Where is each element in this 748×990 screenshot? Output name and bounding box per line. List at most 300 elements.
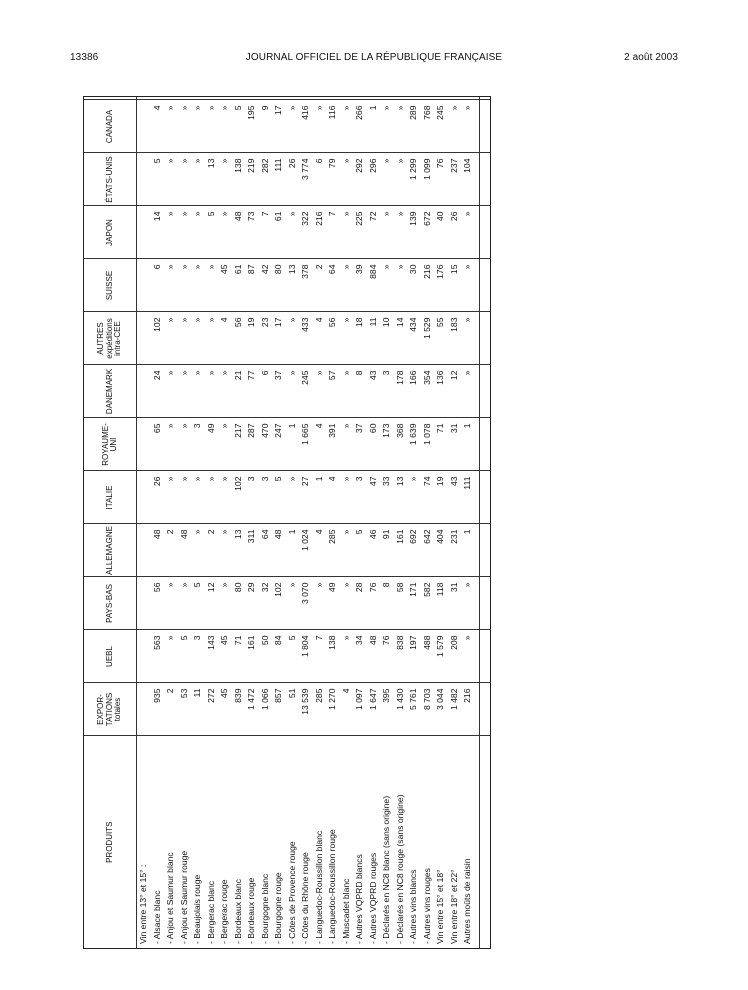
column-header: SUISSE bbox=[84, 259, 137, 312]
export-table-frame bbox=[83, 96, 491, 949]
value-cell: » bbox=[191, 206, 205, 259]
value-cell: » bbox=[340, 259, 354, 312]
value-cell: 72 bbox=[367, 206, 381, 259]
value-cell: 404 bbox=[434, 524, 448, 577]
product-cell: - Anjou et Saumur rouge bbox=[178, 850, 189, 944]
value-cell: 26 bbox=[448, 206, 462, 259]
value-cell: 171 bbox=[407, 577, 421, 630]
table-row bbox=[137, 96, 151, 948]
value-cell: 45 bbox=[218, 630, 232, 683]
value-cell: » bbox=[340, 471, 354, 524]
value-cell: 2 bbox=[164, 683, 178, 736]
value-cell: » bbox=[178, 471, 192, 524]
value-cell: 5 bbox=[286, 630, 300, 683]
value-cell: 4 bbox=[313, 524, 327, 577]
value-cell: 111 bbox=[461, 471, 475, 524]
value-cell: 15 bbox=[448, 259, 462, 312]
product-cell: - Bergerac blanc bbox=[205, 880, 216, 944]
value-cell: 17 bbox=[272, 100, 286, 153]
value-cell: 2 bbox=[164, 524, 178, 577]
value-cell bbox=[137, 630, 151, 683]
value-cell: 178 bbox=[394, 365, 408, 418]
value-cell: 102 bbox=[272, 577, 286, 630]
value-cell: » bbox=[205, 471, 219, 524]
column-header: DANEMARK bbox=[84, 365, 137, 418]
value-cell: 13 bbox=[232, 524, 246, 577]
value-cell: 6 bbox=[151, 259, 165, 312]
value-cell: 48 bbox=[151, 524, 165, 577]
value-cell bbox=[407, 96, 421, 100]
value-cell: 216 bbox=[461, 683, 475, 736]
value-cell: 884 bbox=[367, 259, 381, 312]
total-value bbox=[479, 206, 491, 259]
value-cell: 225 bbox=[353, 206, 367, 259]
value-cell: 296 bbox=[367, 153, 381, 206]
value-cell: » bbox=[178, 577, 192, 630]
value-cell: 2 bbox=[205, 524, 219, 577]
value-cell bbox=[191, 96, 205, 100]
value-cell: 143 bbox=[205, 630, 219, 683]
value-cell: » bbox=[340, 577, 354, 630]
value-cell: » bbox=[286, 100, 300, 153]
value-cell: 31 bbox=[448, 418, 462, 471]
value-cell: 55 bbox=[434, 312, 448, 365]
value-cell: » bbox=[205, 365, 219, 418]
value-cell: 208 bbox=[448, 630, 462, 683]
value-cell: 1 647 bbox=[367, 683, 381, 736]
product-cell: - Bordeaux blanc bbox=[232, 879, 243, 944]
column-header: CANADA bbox=[84, 100, 137, 153]
value-cell: » bbox=[340, 365, 354, 418]
value-cell: 11 bbox=[191, 683, 205, 736]
table-row bbox=[232, 96, 246, 948]
value-cell bbox=[137, 365, 151, 418]
value-cell: 563 bbox=[151, 630, 165, 683]
value-cell bbox=[259, 96, 273, 100]
value-cell: 65 bbox=[151, 418, 165, 471]
value-cell: 5 bbox=[151, 153, 165, 206]
value-cell: 40 bbox=[434, 206, 448, 259]
value-cell: 43 bbox=[367, 365, 381, 418]
value-cell: 19 bbox=[245, 312, 259, 365]
value-cell: 433 bbox=[299, 312, 313, 365]
value-cell: » bbox=[191, 100, 205, 153]
value-cell: 87 bbox=[245, 259, 259, 312]
product-cell: - Bordeaux rouge bbox=[246, 877, 257, 944]
value-cell: 51 bbox=[286, 683, 300, 736]
value-cell: 42 bbox=[259, 259, 273, 312]
value-cell bbox=[137, 206, 151, 259]
column-header: AUTRES expéditions intra-CEE bbox=[84, 312, 137, 365]
value-cell: 4 bbox=[326, 471, 340, 524]
value-cell: 56 bbox=[232, 312, 246, 365]
value-cell: 56 bbox=[326, 312, 340, 365]
value-cell: 11 bbox=[367, 312, 381, 365]
value-cell bbox=[286, 96, 300, 100]
value-cell: 1 bbox=[461, 418, 475, 471]
table-row bbox=[326, 96, 340, 948]
value-cell: 64 bbox=[259, 524, 273, 577]
value-cell bbox=[394, 96, 408, 100]
value-cell: » bbox=[380, 153, 394, 206]
value-cell: 13 bbox=[286, 259, 300, 312]
value-cell: 4 bbox=[151, 100, 165, 153]
value-cell: 34 bbox=[353, 630, 367, 683]
value-cell: 692 bbox=[407, 524, 421, 577]
value-cell bbox=[232, 96, 246, 100]
value-cell: 1 299 bbox=[407, 153, 421, 206]
value-cell: 39 bbox=[353, 259, 367, 312]
value-cell: 1 bbox=[286, 524, 300, 577]
value-cell: 13 bbox=[205, 153, 219, 206]
column-header bbox=[84, 96, 137, 100]
product-cell: - Autres VQPRD blancs bbox=[354, 854, 365, 944]
value-cell: 582 bbox=[421, 577, 435, 630]
value-cell: 31 bbox=[448, 577, 462, 630]
value-cell: 104 bbox=[461, 153, 475, 206]
value-cell: » bbox=[191, 365, 205, 418]
product-cell: - Alsace blanc bbox=[151, 890, 162, 944]
table-row bbox=[151, 96, 165, 948]
table-body bbox=[137, 96, 492, 948]
product-cell: - Bourgogne rouge bbox=[273, 872, 284, 944]
value-cell bbox=[137, 259, 151, 312]
total-value bbox=[479, 418, 491, 471]
value-cell bbox=[137, 96, 151, 100]
value-cell: » bbox=[205, 100, 219, 153]
value-cell: 292 bbox=[353, 153, 367, 206]
value-cell: » bbox=[461, 630, 475, 683]
table-row bbox=[448, 96, 462, 948]
value-cell bbox=[137, 153, 151, 206]
table-row bbox=[286, 96, 300, 948]
total-row bbox=[479, 96, 491, 948]
product-cell: Vin entre 13° et 15° : bbox=[138, 864, 149, 944]
value-cell: 21 bbox=[232, 365, 246, 418]
value-cell: » bbox=[218, 153, 232, 206]
value-cell bbox=[421, 96, 435, 100]
value-cell: 161 bbox=[245, 630, 259, 683]
value-cell: 935 bbox=[151, 683, 165, 736]
value-cell: » bbox=[178, 418, 192, 471]
value-cell: 857 bbox=[272, 683, 286, 736]
value-cell: 8 703 bbox=[421, 683, 435, 736]
value-cell: » bbox=[164, 312, 178, 365]
table-row bbox=[205, 96, 219, 948]
value-cell: 71 bbox=[232, 630, 246, 683]
value-cell: 368 bbox=[394, 418, 408, 471]
value-cell: » bbox=[461, 577, 475, 630]
value-cell: 19 bbox=[434, 471, 448, 524]
value-cell: 37 bbox=[272, 365, 286, 418]
value-cell: » bbox=[164, 471, 178, 524]
value-cell: 1 430 bbox=[394, 683, 408, 736]
value-cell: 10 bbox=[380, 312, 394, 365]
value-cell: 79 bbox=[326, 153, 340, 206]
value-cell: 77 bbox=[245, 365, 259, 418]
value-cell bbox=[448, 96, 462, 100]
value-cell: 322 bbox=[299, 206, 313, 259]
value-cell: 102 bbox=[151, 312, 165, 365]
value-cell: 5 761 bbox=[407, 683, 421, 736]
value-cell: 1 099 bbox=[421, 153, 435, 206]
value-cell: 43 bbox=[448, 471, 462, 524]
product-cell: - Languedoc-Roussillon blanc bbox=[313, 830, 324, 944]
value-cell: » bbox=[191, 259, 205, 312]
value-cell: 48 bbox=[232, 206, 246, 259]
value-cell: » bbox=[394, 153, 408, 206]
value-cell: 176 bbox=[434, 259, 448, 312]
value-cell: » bbox=[448, 100, 462, 153]
value-cell bbox=[137, 683, 151, 736]
value-cell: 14 bbox=[151, 206, 165, 259]
table-header-row bbox=[84, 96, 137, 948]
total-value bbox=[479, 153, 491, 206]
value-cell bbox=[434, 96, 448, 100]
value-cell: 1 bbox=[367, 100, 381, 153]
journal-title: JOURNAL OFFICIEL DE LA RÉPUBLIQUE FRANÇAISE bbox=[245, 52, 503, 63]
value-cell: 1 097 bbox=[353, 683, 367, 736]
page-number: 13386 bbox=[70, 52, 99, 63]
value-cell: 3 bbox=[259, 471, 273, 524]
total-value bbox=[479, 683, 491, 736]
value-cell: » bbox=[380, 206, 394, 259]
value-cell: » bbox=[313, 577, 327, 630]
value-cell: 5 bbox=[232, 100, 246, 153]
table-row bbox=[164, 96, 178, 948]
table-row bbox=[367, 96, 381, 948]
value-cell: » bbox=[286, 206, 300, 259]
value-cell: 1 270 bbox=[326, 683, 340, 736]
value-cell: 6 bbox=[313, 153, 327, 206]
value-cell: 219 bbox=[245, 153, 259, 206]
value-cell: 46 bbox=[367, 524, 381, 577]
value-cell: » bbox=[164, 577, 178, 630]
value-cell bbox=[164, 96, 178, 100]
value-cell: 768 bbox=[421, 100, 435, 153]
value-cell: 4 bbox=[313, 312, 327, 365]
value-cell: 8 bbox=[353, 365, 367, 418]
product-cell: - Anjou et Saumur blanc bbox=[165, 852, 176, 944]
table-row bbox=[191, 96, 205, 948]
value-cell: 33 bbox=[380, 471, 394, 524]
value-cell: 1 482 bbox=[448, 683, 462, 736]
table-row bbox=[421, 96, 435, 948]
value-cell: 61 bbox=[232, 259, 246, 312]
value-cell: 3 bbox=[191, 418, 205, 471]
value-cell: 12 bbox=[448, 365, 462, 418]
value-cell: 80 bbox=[272, 259, 286, 312]
value-cell: » bbox=[218, 418, 232, 471]
value-cell: 139 bbox=[407, 206, 421, 259]
value-cell bbox=[218, 96, 232, 100]
value-cell: 13 539 bbox=[299, 683, 313, 736]
value-cell bbox=[299, 96, 313, 100]
value-cell: 5 bbox=[353, 524, 367, 577]
value-cell: » bbox=[218, 471, 232, 524]
value-cell: 64 bbox=[326, 259, 340, 312]
value-cell: » bbox=[164, 259, 178, 312]
value-cell: 1 804 bbox=[299, 630, 313, 683]
value-cell: 23 bbox=[259, 312, 273, 365]
value-cell: 28 bbox=[353, 577, 367, 630]
value-cell: » bbox=[461, 259, 475, 312]
value-cell: 71 bbox=[434, 418, 448, 471]
value-cell: 1 639 bbox=[407, 418, 421, 471]
table-row bbox=[218, 96, 232, 948]
value-cell: » bbox=[164, 153, 178, 206]
value-cell: 216 bbox=[313, 206, 327, 259]
value-cell: » bbox=[205, 312, 219, 365]
value-cell: » bbox=[340, 418, 354, 471]
value-cell: 29 bbox=[245, 577, 259, 630]
value-cell bbox=[137, 100, 151, 153]
column-header: UEBL bbox=[84, 630, 137, 683]
product-cell: - Côtes de Provence rouge bbox=[286, 841, 297, 944]
value-cell: 48 bbox=[272, 524, 286, 577]
value-cell: 56 bbox=[151, 577, 165, 630]
table-row bbox=[313, 96, 327, 948]
value-cell: 161 bbox=[394, 524, 408, 577]
value-cell: 26 bbox=[286, 153, 300, 206]
value-cell bbox=[137, 471, 151, 524]
value-cell: » bbox=[286, 471, 300, 524]
value-cell: » bbox=[164, 206, 178, 259]
value-cell: 5 bbox=[205, 206, 219, 259]
value-cell: » bbox=[164, 418, 178, 471]
value-cell: 642 bbox=[421, 524, 435, 577]
value-cell: 391 bbox=[326, 418, 340, 471]
product-cell: - Autres VQPRD rouges bbox=[367, 852, 378, 944]
value-cell: 27 bbox=[299, 471, 313, 524]
product-cell: Vin entre 18° et 22° bbox=[448, 869, 459, 944]
value-cell: 5 bbox=[178, 630, 192, 683]
value-cell: 3 774 bbox=[299, 153, 313, 206]
value-cell: 9 bbox=[259, 100, 273, 153]
value-cell: 311 bbox=[245, 524, 259, 577]
value-cell: » bbox=[340, 100, 354, 153]
value-cell: 45 bbox=[218, 683, 232, 736]
value-cell: » bbox=[286, 312, 300, 365]
value-cell: » bbox=[191, 153, 205, 206]
value-cell: » bbox=[218, 365, 232, 418]
value-cell: 1 066 bbox=[259, 683, 273, 736]
value-cell bbox=[461, 96, 475, 100]
value-cell: » bbox=[340, 524, 354, 577]
value-cell: » bbox=[218, 100, 232, 153]
table-row bbox=[272, 96, 286, 948]
value-cell: » bbox=[164, 100, 178, 153]
value-cell: 7 bbox=[259, 206, 273, 259]
value-cell: 18 bbox=[353, 312, 367, 365]
value-cell: 183 bbox=[448, 312, 462, 365]
value-cell: 247 bbox=[272, 418, 286, 471]
column-header: ALLEMAGNE bbox=[84, 524, 137, 577]
table-row bbox=[380, 96, 394, 948]
product-cell: Autres moûts de raisin bbox=[462, 858, 473, 944]
value-cell: 1 579 bbox=[434, 630, 448, 683]
product-cell: - Bourgogne blanc bbox=[259, 873, 270, 944]
value-cell: 488 bbox=[421, 630, 435, 683]
value-cell bbox=[245, 96, 259, 100]
value-cell bbox=[353, 96, 367, 100]
value-cell: » bbox=[313, 365, 327, 418]
value-cell: 49 bbox=[205, 418, 219, 471]
value-cell: 245 bbox=[299, 365, 313, 418]
table-row bbox=[353, 96, 367, 948]
value-cell: » bbox=[286, 365, 300, 418]
value-cell: 285 bbox=[326, 524, 340, 577]
table-row bbox=[461, 96, 475, 948]
value-cell: 3 070 bbox=[299, 577, 313, 630]
value-cell: 32 bbox=[259, 577, 273, 630]
total-value bbox=[479, 100, 491, 153]
total-value bbox=[479, 312, 491, 365]
value-cell: » bbox=[340, 630, 354, 683]
value-cell: » bbox=[340, 206, 354, 259]
value-cell: » bbox=[380, 259, 394, 312]
column-header: ROYAUME- UNI bbox=[84, 418, 137, 471]
value-cell: 3 bbox=[191, 630, 205, 683]
publication-date: 2 août 2003 bbox=[624, 52, 678, 63]
value-cell: 4 bbox=[313, 418, 327, 471]
value-cell: 76 bbox=[367, 577, 381, 630]
value-cell bbox=[151, 96, 165, 100]
value-cell: 839 bbox=[232, 683, 246, 736]
value-cell: » bbox=[178, 100, 192, 153]
value-cell: 6 bbox=[259, 365, 273, 418]
table-row bbox=[259, 96, 273, 948]
value-cell bbox=[137, 418, 151, 471]
column-header: JAPON bbox=[84, 206, 137, 259]
value-cell: 12 bbox=[205, 577, 219, 630]
value-cell: 50 bbox=[259, 630, 273, 683]
value-cell: 48 bbox=[367, 630, 381, 683]
value-cell: 24 bbox=[151, 365, 165, 418]
value-cell: » bbox=[380, 100, 394, 153]
value-cell bbox=[340, 96, 354, 100]
value-cell: 272 bbox=[205, 683, 219, 736]
value-cell bbox=[137, 312, 151, 365]
value-cell bbox=[367, 96, 381, 100]
value-cell: 102 bbox=[232, 471, 246, 524]
value-cell: 8 bbox=[380, 577, 394, 630]
value-cell: 285 bbox=[313, 683, 327, 736]
value-cell: 49 bbox=[326, 577, 340, 630]
product-cell: - Languedoc-Roussillon rouge bbox=[327, 829, 338, 944]
value-cell: » bbox=[218, 206, 232, 259]
value-cell: 138 bbox=[232, 153, 246, 206]
value-cell: 245 bbox=[434, 100, 448, 153]
total-value bbox=[479, 630, 491, 683]
value-cell: 3 044 bbox=[434, 683, 448, 736]
value-cell: 195 bbox=[245, 100, 259, 153]
value-cell: 4 bbox=[340, 683, 354, 736]
product-cell: - Déclarés en NC8 blanc (sans origine) bbox=[381, 795, 392, 944]
value-cell: 231 bbox=[448, 524, 462, 577]
value-cell bbox=[326, 96, 340, 100]
value-cell: 7 bbox=[326, 206, 340, 259]
value-cell: » bbox=[394, 206, 408, 259]
table-row bbox=[299, 96, 313, 948]
value-cell: 4 bbox=[218, 312, 232, 365]
value-cell: » bbox=[218, 524, 232, 577]
value-cell: » bbox=[461, 365, 475, 418]
value-cell: » bbox=[407, 471, 421, 524]
value-cell: 1 bbox=[313, 471, 327, 524]
value-cell bbox=[380, 96, 394, 100]
value-cell bbox=[272, 96, 286, 100]
